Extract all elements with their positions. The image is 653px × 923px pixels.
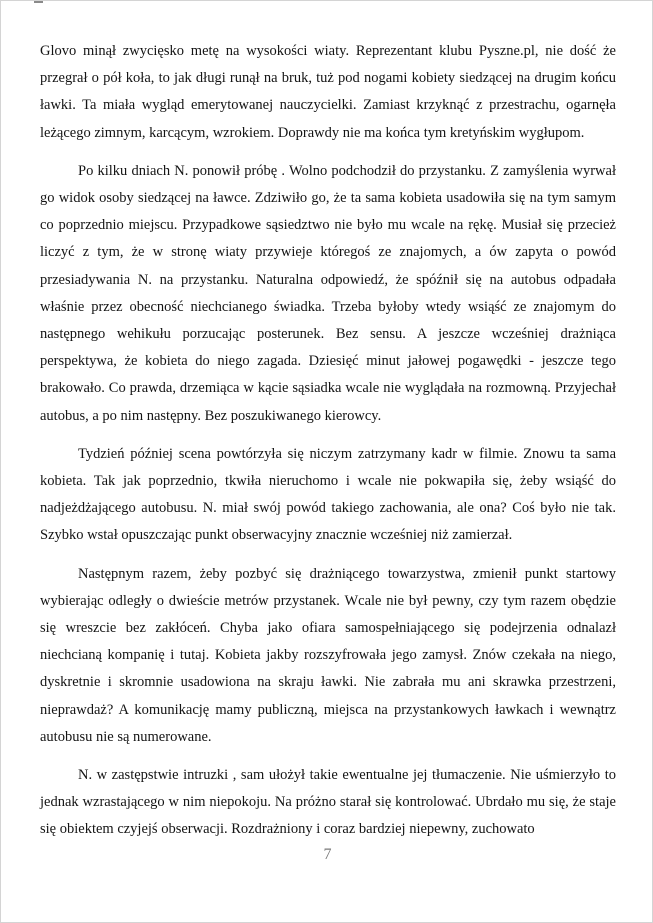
paragraph: Następnym razem, żeby pozbyć się drażniącego towarzystwa, zmienił punkt startowy wybierając odległy o dwieście metrów przystanek. Wcale nie był pewny, czy tym razem obędzie się wreszcie bez zakłóceń. Chyba jako ofiara samospełniającego się podejrzenia odnalazł niechcianą kompanię i tutaj. Kobieta jakby rozszyfrowała jego zamysł. Znów czekała na niego, dyskretnie i skromnie usadowiona na skraju ławki. Nie zabrała mu ani skrawka przestrzeni, nieprawdaż? A komunikację mamy publiczną, miejsca na przystankowych ławkach i wewnątrz autobusu nie są numerowane. (40, 565, 616, 745)
paragraph: Po kilku dniach N. ponowił próbę . Wolno podchodził do przystanku. Z zamyślenia wyrwał go widok osoby siedzącej na ławce. Zdziwiło go, że ta sama kobieta usadowiła się na tym samym co poprzednio miejscu. Przypadkowe sąsiedztwo nie było mu wcale na rękę. Musiał się przecież liczyć z tym, że w stronę wiaty przywieje któregoś ze znajomych, a ów zapyta o powód przesiadywania N. na przystanku. Naturalna odpowiedź, że spóźnił się na autobus odpadała właśnie przez obecność niechcianego świadka. Trzeba byłoby wtedy wsiąść ze znajomym do następnego wehikułu porzucając posterunek. Bez sensu. A jeszcze wcześniej drażniąca perspektywa, że kobieta do niego zagada. Dziesięć minut jałowej pogawędki - jeszcze tego brakowało. Co prawda, drzemiąca w kącie sąsiadka wcale nie wyglądała na rozmowną. Przyjechał autobus, a po nim następny. Bez poszukiwanego kierowcy. (40, 162, 616, 424)
paragraph: Tydzień później scena powtórzyła się niczym zatrzymany kadr w filmie. Znowu ta sama kobieta. Tak jak poprzednio, tkwiła nieruchomo i wcale nie pokwapiła się, żeby wsiąść do nadjeżdżającego autobusu. N. miał swój powód takiego zachowania, ale ona? Coś było nie tak. Szybko wstał opuszczając punkt obserwacyjny znacznie wcześniej niż zamierzał. (40, 445, 616, 544)
paragraph: N. w zastępstwie intruzki , sam ułożył takie ewentualne jej tłumaczenie. Nie uśmierzyło to jednak wzrastającego w nim niepokoju. Na próżno starał się kontrolować. Ubrdało mu się, że staje się obiektem czyjejś obserwacji. Rozdrażniony i coraz bardziej niepewny, zuchowato (40, 767, 616, 838)
page-number: 7 (323, 846, 332, 863)
page-edge-mark (34, 1, 43, 3)
page-body (40, 38, 616, 855)
paragraph: Glovo minął zwycięsko metę na wysokości wiaty. Reprezentant klubu Pyszne.pl, nie dość że przegrał o pół koła, to jak długi runął na bruk, tuż pod nogami kobiety siedzącej na drugim końcu ławki. Ta miała wygląd emerytowanej nauczycielki. Zamiast krzyknąć z przestrachu, ogarnęła leżącego zimnym, karcącym, wzrokiem. Doprawdy nie ma końca tym kretyńskim wygłupom. (40, 43, 616, 141)
